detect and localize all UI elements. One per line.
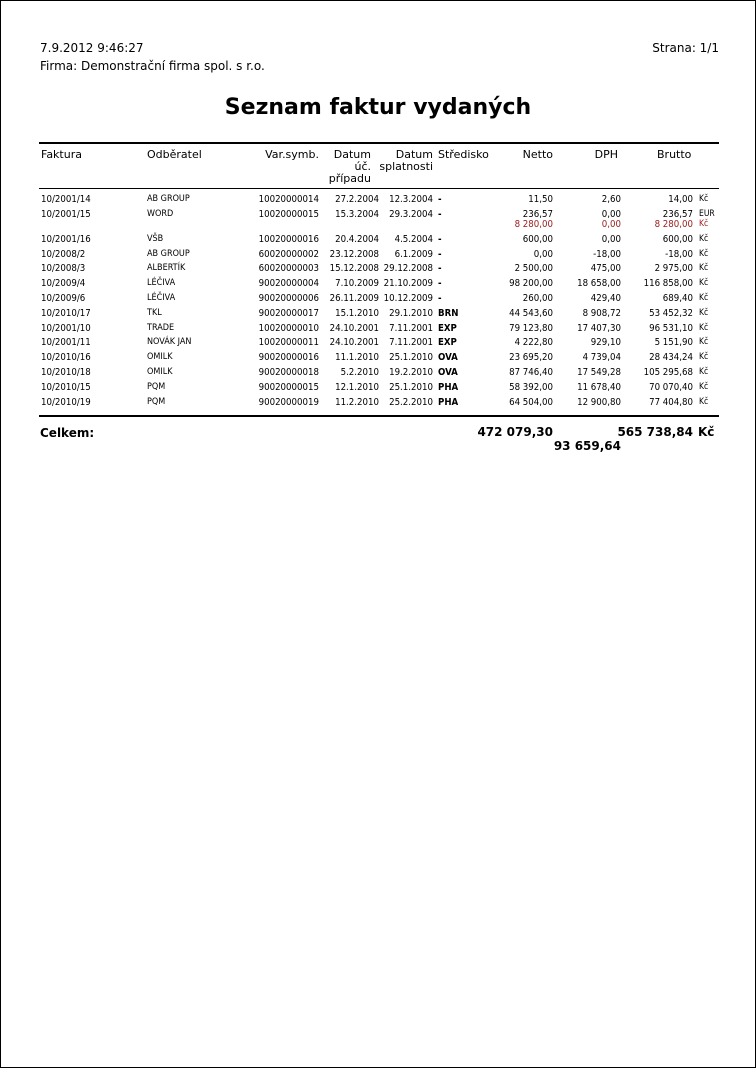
cell-dph: 17 549,28 [577,366,621,378]
cell-dph: 4 739,04 [582,352,621,364]
cell-brutto: 14,00 [668,194,693,205]
cell-odberatel: TKL [147,307,162,318]
totals-brutto: 565 738,84 [617,425,693,439]
totals-currency: Kč [698,425,715,439]
cell-brutto: 53 452,32 [649,307,693,319]
cell-datum-splatnosti: 29.1.2010 [389,307,433,319]
cell-datum-uc: 24.10.2001 [329,322,379,334]
col-header-dph: DPH [594,148,618,161]
cell-varsymb: 90020000018 [258,366,319,378]
cell-stredisko: - [438,194,442,205]
cell-stredisko: BRN [438,307,459,319]
col-header-brutto: Brutto [657,148,692,161]
cell-odberatel: AB GROUP [147,248,190,259]
cell-datum-splatnosti: 21.10.2009 [383,278,433,290]
cell-faktura: 10/2001/10 [41,322,91,334]
cell-datum-splatnosti: 25.1.2010 [389,352,433,364]
cell-stredisko: - [438,278,442,290]
cell-datum-uc: 5.2.2010 [340,366,379,378]
col-header-datum-spl-line1: Datum [395,148,433,161]
cell-dph: 429,40 [590,292,621,304]
cell-brutto: 77 404,80 [649,396,693,408]
cell-currency: Kč [699,278,709,289]
cell-stredisko: PHA [438,381,459,393]
cell-odberatel: OMILK [147,366,173,377]
cell-varsymb: 10020000010 [258,322,319,334]
cell-varsymb: 90020000015 [258,381,319,393]
cell-dph: 18 658,00 [577,278,621,290]
cell-dph: 17 407,30 [577,322,621,334]
cell-datum-splatnosti: 4.5.2004 [394,233,433,245]
cell-brutto: 5 151,90 [654,337,693,349]
cell-faktura: 10/2010/19 [41,396,91,408]
cell-faktura: 10/2008/3 [41,263,86,275]
cell-dph: 475,00 [590,263,621,275]
cell-currency: Kč [699,263,709,274]
cell-faktura: 10/2010/18 [41,366,91,378]
cell-varsymb: 90020000016 [258,352,319,364]
cell-stredisko: - [438,233,442,245]
cell-netto: 98 200,00 [509,278,553,290]
cell-currency: Kč [699,233,709,244]
table-row [1,263,755,278]
cell-faktura: 10/2008/2 [41,248,86,260]
page-title: Seznam faktur vydaných [224,95,532,120]
col-header-odberatel: Odběratel [147,148,202,161]
cell-dph: 0,00 [601,208,621,220]
cell-datum-uc: 15.12.2008 [329,263,379,275]
cell-datum-splatnosti: 25.2.2010 [389,396,433,408]
cell-netto: 0,00 [533,248,553,260]
col-header-datum-spl [373,149,433,173]
cell-stredisko: PHA [438,396,459,408]
cell-varsymb: 90020000019 [258,396,319,408]
cell-brutto: 689,40 [662,292,693,304]
table-row [1,397,755,412]
cell-currency: Kč [699,322,709,333]
cell-varsymb: 90020000004 [258,278,319,290]
table-row [1,249,755,264]
cell-brutto: 70 070,40 [649,381,693,393]
cell-netto: 58 392,00 [509,381,553,393]
print-datetime: 7.9.2012 9:46:27 [40,41,144,55]
cell-netto-secondary: 8 280,00 [514,218,553,230]
cell-netto: 4 222,80 [514,337,553,349]
cell-brutto: 96 531,10 [649,322,693,334]
cell-faktura: 10/2001/11 [41,337,91,349]
cell-odberatel: LÉČIVA [147,278,176,289]
cell-faktura: 10/2010/15 [41,381,91,393]
cell-datum-splatnosti: 7.11.2001 [389,322,433,334]
cell-varsymb: 10020000011 [258,337,319,349]
table-row [1,209,755,234]
cell-currency: Kč [699,366,709,377]
page-number: Strana: 1/1 [652,41,719,55]
table-row [1,308,755,323]
cell-varsymb: 10020000016 [258,233,319,245]
cell-datum-splatnosti: 6.1.2009 [394,248,433,260]
cell-currency: Kč [699,381,709,392]
cell-faktura: 10/2009/6 [41,292,86,304]
cell-currency: EUR [699,208,715,219]
cell-faktura: 10/2001/14 [41,194,91,205]
cell-brutto: 600,00 [662,233,693,245]
cell-faktura: 10/2009/4 [41,278,86,290]
cell-datum-splatnosti: 19.2.2010 [389,366,433,378]
cell-odberatel: OMILK [147,352,173,363]
table-row [1,352,755,367]
col-header-datum-spl-line2: splatnosti [379,160,433,173]
cell-odberatel: WORD [147,208,174,219]
cell-netto: 87 746,40 [509,366,553,378]
cell-dph: 11 678,40 [577,381,621,393]
cell-faktura: 10/2001/15 [41,208,91,220]
cell-brutto: 116 858,00 [643,278,693,290]
table-row [1,382,755,397]
cell-datum-uc: 11.1.2010 [335,352,379,364]
table-row [1,194,755,209]
cell-netto: 236,57 [522,208,553,220]
cell-datum-uc: 12.1.2010 [335,381,379,393]
cell-datum-uc: 11.2.2010 [335,396,379,408]
cell-datum-uc: 24.10.2001 [329,337,379,349]
cell-currency: Kč [699,396,709,407]
cell-netto: 260,00 [522,292,553,304]
cell-varsymb: 60020000002 [258,248,319,260]
cell-netto: 23 695,20 [509,352,553,364]
cell-netto: 600,00 [522,233,553,245]
cell-brutto: 2 975,00 [654,263,693,275]
table-row [1,337,755,352]
cell-datum-splatnosti: 29.12.2008 [383,263,433,275]
cell-currency: Kč [699,292,709,303]
cell-datum-uc: 20.4.2004 [335,233,379,245]
col-header-datum-uc [311,149,371,185]
cell-faktura: 10/2010/16 [41,352,91,364]
totals-rule [39,415,719,417]
cell-netto: 44 543,60 [509,307,553,319]
cell-netto: 79 123,80 [509,322,553,334]
cell-varsymb: 60020000003 [258,263,319,275]
cell-datum-splatnosti: 12.3.2004 [389,194,433,205]
cell-odberatel: TRADE [147,322,175,333]
cell-currency-secondary: Kč [699,218,709,229]
table-row [1,323,755,338]
cell-dph: 0,00 [601,233,621,245]
cell-currency: Kč [699,352,709,363]
cell-dph: 12 900,80 [577,396,621,408]
cell-datum-uc: 23.12.2008 [329,248,379,260]
cell-stredisko: EXP [438,337,457,349]
cell-brutto: 28 434,24 [649,352,693,364]
cell-currency: Kč [699,194,709,204]
table-row [1,367,755,382]
cell-stredisko: - [438,248,442,260]
cell-odberatel: AB GROUP [147,194,190,204]
cell-datum-uc: 15.3.2004 [335,208,379,220]
col-header-datum-uc-line3: případu [328,172,371,185]
cell-odberatel: NOVÁK JAN [147,337,192,348]
cell-odberatel: PQM [147,381,166,392]
col-header-datum-uc-line1: Datum [333,148,371,161]
cell-odberatel: PQM [147,396,166,407]
cell-odberatel: ALBERTÍK [147,263,186,274]
cell-brutto: 236,57 [662,208,693,220]
cell-netto: 2 500,00 [514,263,553,275]
col-header-netto: Netto [522,148,553,161]
cell-dph: 929,10 [590,337,621,349]
cell-datum-uc: 7.10.2009 [335,278,379,290]
table-row [1,293,755,308]
cell-brutto: 105 295,68 [643,366,693,378]
cell-dph: -18,00 [593,248,621,260]
cell-varsymb: 10020000014 [258,194,319,205]
cell-varsymb: 10020000015 [258,208,319,220]
col-header-varsymb: Var.symb. [265,148,319,161]
cell-stredisko: - [438,208,442,220]
cell-netto: 11,50 [528,194,553,205]
cell-odberatel: VŠB [147,233,164,244]
cell-datum-splatnosti: 25.1.2010 [389,381,433,393]
totals-dph: 93 659,64 [553,439,621,453]
cell-faktura: 10/2001/16 [41,233,91,245]
cell-datum-uc: 26.11.2009 [329,292,379,304]
firm-name: Firma: Demonstrační firma spol. s r.o. [40,59,265,73]
cell-datum-splatnosti: 29.3.2004 [389,208,433,220]
cell-stredisko: - [438,292,442,304]
cell-odberatel: LÉČIVA [147,292,176,303]
cell-dph-secondary: 0,00 [601,218,621,230]
cell-faktura: 10/2010/17 [41,307,91,319]
cell-currency: Kč [699,248,709,259]
table-row [1,278,755,293]
cell-datum-splatnosti: 7.11.2001 [389,337,433,349]
cell-stredisko: EXP [438,322,457,334]
cell-currency: Kč [699,307,709,318]
cell-datum-uc: 27.2.2004 [335,194,379,205]
cell-varsymb: 90020000017 [258,307,319,319]
totals-label: Celkem: [40,426,95,440]
totals-netto: 472 079,30 [477,425,553,439]
col-header-datum-uc-line2: úč. [354,160,371,173]
cell-dph: 2,60 [601,194,621,205]
header-rule-bottom [39,188,719,189]
cell-datum-splatnosti: 10.12.2009 [383,292,433,304]
invoice-table-body [1,194,755,411]
table-row [1,234,755,249]
cell-stredisko: OVA [438,352,458,364]
cell-varsymb: 90020000006 [258,292,319,304]
col-header-stredisko: Středisko [438,148,489,161]
cell-datum-uc: 15.1.2010 [335,307,379,319]
col-header-faktura: Faktura [41,148,82,161]
cell-netto: 64 504,00 [509,396,553,408]
cell-stredisko: OVA [438,366,458,378]
cell-dph: 8 908,72 [582,307,621,319]
cell-brutto: -18,00 [665,248,693,260]
cell-brutto-secondary: 8 280,00 [654,218,693,230]
cell-stredisko: - [438,263,442,275]
cell-currency: Kč [699,337,709,348]
header-rule-top [39,142,719,144]
